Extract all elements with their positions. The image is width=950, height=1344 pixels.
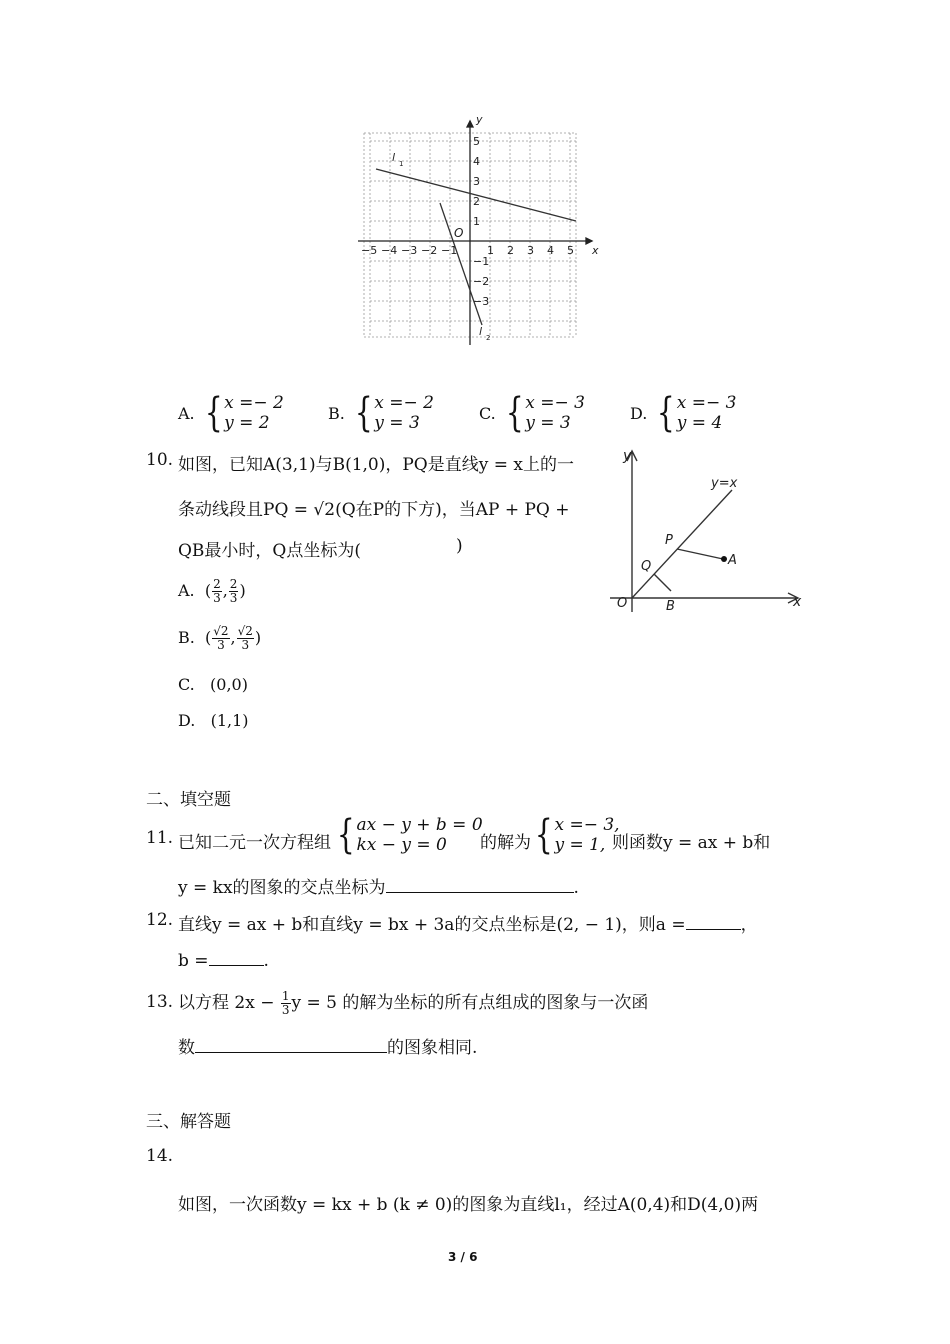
option-x: x =− 3 — [676, 393, 737, 413]
frac-num: √2 — [213, 624, 229, 638]
q13-pre: 以方程 2x − — [178, 993, 275, 1013]
x-tick-label: 3 — [527, 244, 534, 257]
y-tick-label: 3 — [473, 175, 480, 188]
x-axis-label: x — [592, 244, 599, 257]
q10-option-b: B. ( $\frac{√2}{3}$ , $\frac{√2}{3}$ ) — [178, 624, 262, 652]
label-y: y — [623, 448, 632, 464]
q10-option-a: A. ( $\frac{2}{3}$ , $\frac{2}{3}$ ) — [178, 577, 246, 605]
q12-blank-b[interactable] — [209, 947, 264, 966]
point-A — [721, 556, 727, 562]
y-tick-label: −1 — [473, 255, 490, 268]
label-line: y=x — [711, 476, 738, 491]
sys2-row1: x =− 3, — [554, 815, 620, 835]
x-tick-label: −2 — [421, 244, 438, 257]
y-tick-label: 4 — [473, 155, 480, 168]
q12-line-2-end: . — [263, 951, 269, 971]
x-tick-label: 1 — [487, 244, 494, 257]
fraction — [229, 578, 239, 605]
q11-post: 则函数y = ax + b和 — [612, 833, 771, 853]
q13-line-2 — [178, 1033, 477, 1058]
q10-number: 10. — [146, 450, 174, 470]
q12-line-2 — [178, 947, 269, 971]
brace: { — [204, 390, 223, 436]
x-tick-label: −3 — [401, 244, 418, 257]
q10-option-b-label: B. — [178, 628, 195, 647]
q10-line-3-end: ) — [456, 536, 463, 556]
q9-graph — [340, 115, 605, 350]
option-label: D. — [630, 403, 648, 423]
option-x: x =− 2 — [224, 393, 284, 413]
frac-den: 3 — [217, 638, 225, 652]
q11-number: 11. — [146, 828, 174, 848]
option-label: B. — [328, 403, 345, 423]
q12-blank-a[interactable] — [686, 911, 741, 930]
q11-answer-blank[interactable] — [386, 874, 574, 893]
label-O: O — [617, 596, 628, 611]
q13-answer-blank[interactable] — [195, 1034, 387, 1053]
frac-num: √2 — [237, 624, 253, 638]
l1-label: l — [392, 151, 396, 164]
q10-figure — [605, 440, 835, 620]
q12-line-1-text: 直线y = ax + b和直线y = bx + 3a的交点坐标是(2, − 1)，则a = — [178, 915, 686, 935]
frac-num: 2 — [229, 577, 238, 591]
option-y: y = 3 — [374, 413, 420, 433]
sys1-row2: kx − y = 0 — [356, 835, 447, 855]
option-label: A. — [178, 403, 195, 423]
q12-number: 12. — [146, 910, 174, 930]
option-system — [224, 393, 284, 433]
y-axis-arrow — [467, 121, 473, 127]
q12-line-2-text: b = — [178, 951, 209, 971]
x-tick-label: 4 — [547, 244, 554, 257]
fraction — [281, 990, 291, 1017]
segment-PA — [677, 549, 723, 559]
option-label: C. — [479, 403, 496, 423]
q11-line-2-text: y = kx的图象的交点坐标为 — [178, 878, 386, 898]
brace: { — [657, 390, 675, 436]
q10-line-3: QB最小时，Q点坐标为( — [178, 541, 361, 561]
q10-line-2: 条动线段且PQ = √2(Q在P的下方)，当AP + PQ + — [178, 500, 570, 520]
fraction — [212, 578, 222, 605]
y-tick-label: 1 — [473, 215, 480, 228]
brace: { — [354, 390, 373, 436]
option-x: x =− 3 — [525, 393, 585, 413]
brace: { — [505, 390, 524, 436]
q11-end: . — [573, 878, 579, 898]
frac-den: 3 — [229, 591, 238, 605]
q14-line-1: 如图，一次函数y = kx + b (k ≠ 0)的图象为直线l₁，经过A(0,4)和D(4,0)两 — [178, 1195, 759, 1215]
brace: { — [534, 812, 553, 858]
q9-option-b — [328, 390, 434, 436]
q12-line-1 — [178, 910, 758, 935]
y-tick-label: −3 — [473, 295, 490, 308]
q11-line-2 — [178, 873, 579, 898]
q14-number: 14. — [146, 1146, 174, 1166]
label-Q: Q — [641, 559, 652, 574]
label-P: P — [665, 533, 673, 548]
section-3-title: 三、解答题 — [146, 1112, 231, 1132]
l2-label: l — [479, 325, 483, 338]
label-A: A — [728, 553, 737, 568]
q13-line-2-end: 的图象相同. — [387, 1038, 478, 1058]
line-y-eq-x — [632, 490, 732, 598]
q9-option-a — [178, 390, 284, 436]
segment-QB — [654, 574, 671, 591]
q11-system-2 — [531, 812, 620, 858]
y-axis-label: y — [476, 115, 483, 126]
origin-label: O — [454, 226, 464, 240]
y-tick-label: 5 — [473, 135, 480, 148]
q10-option-d: D. (1,1) — [178, 711, 249, 730]
q10-option-c: C. (0,0) — [178, 675, 248, 694]
option-y: y = 2 — [224, 413, 270, 433]
frac-num: 1 — [281, 989, 290, 1003]
option-system — [677, 393, 737, 433]
q13-line-1 — [178, 988, 648, 1017]
brace: { — [336, 812, 355, 858]
q13-number: 13. — [146, 992, 174, 1012]
q13-post: y = 5 的解为坐标的所有点组成的图象与一次函 — [291, 993, 649, 1013]
label-B: B — [666, 599, 675, 614]
sys1-row1: ax − y + b = 0 — [356, 815, 483, 835]
q13-line-2-text: 数 — [178, 1038, 195, 1058]
frac-den: 3 — [213, 591, 221, 605]
l1-subscript: 1 — [399, 160, 404, 168]
x-tick-label: −5 — [361, 244, 378, 257]
fraction — [212, 625, 229, 652]
q11-system-1 — [333, 812, 483, 858]
x-tick-label: 2 — [507, 244, 514, 257]
option-y: y = 4 — [676, 413, 723, 433]
sys2-row2: y = 1, — [554, 835, 606, 855]
fraction — [237, 625, 254, 652]
q11-mid: 的解为 — [480, 833, 531, 853]
l2-subscript: 2 — [486, 334, 491, 342]
option-y: y = 3 — [525, 413, 571, 433]
q12-line-1-end: ， — [740, 915, 758, 935]
option-system — [525, 393, 585, 433]
q9-option-d — [630, 390, 737, 436]
page-number: 3 / 6 — [448, 1250, 478, 1264]
y-tick-label: −2 — [473, 275, 490, 288]
frac-num: 2 — [213, 577, 221, 591]
q9-option-c — [479, 390, 585, 436]
y-tick-label: 2 — [473, 195, 480, 208]
section-2-title: 二、填空题 — [146, 790, 231, 810]
frac-den: 3 — [241, 638, 250, 652]
x-tick-label: 5 — [567, 244, 574, 257]
q10-line-1: 如图，已知A(3,1)与B(1,0)，PQ是直线y = x上的一 — [178, 455, 574, 475]
frac-den: 3 — [281, 1003, 290, 1017]
option-system — [374, 393, 434, 433]
option-x: x =− 2 — [374, 393, 434, 413]
x-tick-label: −1 — [441, 244, 458, 257]
label-x: x — [793, 594, 802, 610]
q11-pre: 已知二元一次方程组 — [178, 833, 331, 853]
q10-option-a-label: A. — [178, 581, 195, 600]
x-tick-label: −4 — [381, 244, 398, 257]
